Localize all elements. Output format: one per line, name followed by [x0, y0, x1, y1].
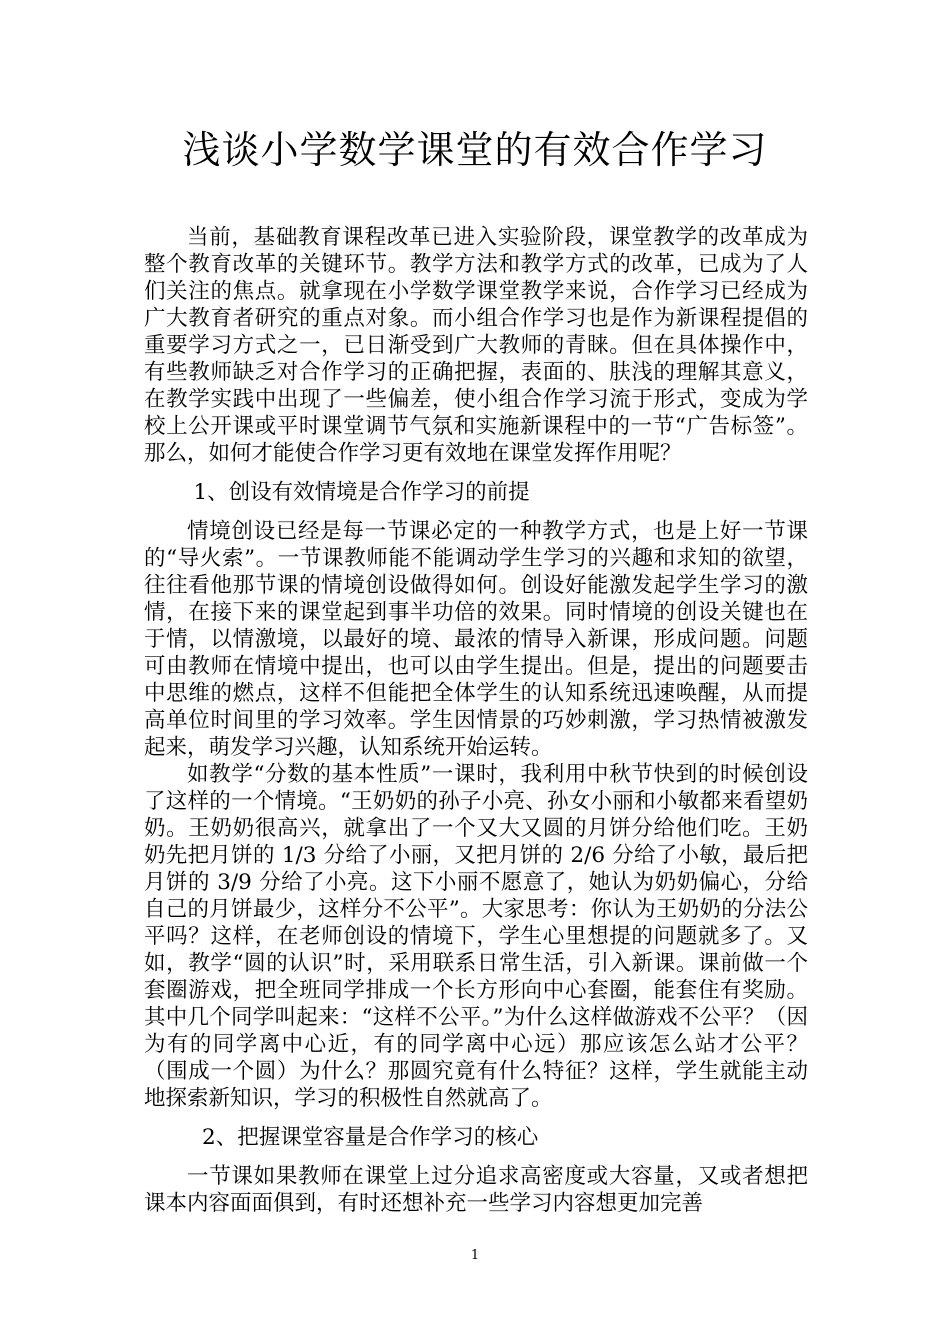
- section-2-heading: 2、把握课堂容量是合作学习的核心: [202, 1125, 539, 1150]
- section-1-heading: 1、创设有效情境是合作学习的前提: [193, 480, 530, 505]
- page-number: 1: [470, 1248, 480, 1263]
- section-2-paragraph-1: 一节课如果教师在课堂上过分追求高密度或大容量，又或者想把课本内容面面俱到，有时还想补充一些学习内容想更加完善: [144, 1164, 808, 1216]
- document-body: [144, 224, 808, 1217]
- section-1-paragraph-2: 如教学“分数的基本性质”一课时，我利用中秋节快到的时候创设了这样的一个情境。“王奶奶的孙子小亮、孙女小丽和小敏都来看望奶奶。王奶奶很高兴，就拿出了一个又大又圆的月饼分给他们吃。王奶奶先把月饼的 1/3 分给了小丽，又把月饼的 2/6 分给了小敏，最后把月饼的 3/9 分给了小亮。这下小丽不愿意了，她认为奶奶偏心，分给自己的月饼最少，这样分不公平”。大家思考：你认为王奶奶的分法公平吗？这样，在老师创设的情境下，学生心里想提的问题就多了。又如，教学“圆的认识”时，采用联系日常生活，引入新课。课前做一个套圈游戏，把全班同学排成一个长方形向中心套圈，能套住有奖励。其中几个同学叫起来：“这样不公平。”为什么这样做游戏不公平？（因为有的同学离中心近，有的同学离中心远）那应该怎么站才公平？（围成一个圆）为什么？那圆究竟有什么特征？这样，学生就能主动地探索新知识，学习的积极性自然就高了。: [144, 762, 808, 1111]
- document-title: 浅谈小学数学课堂的有效合作学习: [182, 128, 768, 172]
- intro-paragraph: 当前，基础教育课程改革已进入实验阶段，课堂教学的改革成为整个教育改革的关键环节。教学方法和教学方式的改革，已成为了人们关注的焦点。就拿现在小学数学课堂教学来说，合作学习已经成为广大教育者研究的重点对象。而小组合作学习也是作为新课程提倡的重要学习方式之一，已日渐受到广大教师的青睐。但在具体操作中，有些教师缺乏对合作学习的正确把握，表面的、肤浅的理解其意义，在教学实践中出现了一些偏差，使小组合作学习流于形式，变成为学校上公开课或平时课堂调节气氛和实施新课程中的一节“广告标签”。那么，如何才能使合作学习更有效地在课堂发挥作用呢？: [144, 225, 808, 466]
- section-1-paragraph-1: 情境创设已经是每一节课必定的一种教学方式，也是上好一节课的“导火索”。一节课教师能不能调动学生学习的兴趣和求知的欲望，往往看他那节课的情境创设做得如何。创设好能激发起学生学习的激情，在接下来的课堂起到事半功倍的效果。同时情境的创设关键也在于情，以情激境，以最好的境、最浓的情导入新课，形成问题。问题可由教师在情境中提出，也可以由学生提出。但是，提出的问题要击中思维的燃点，这样不但能把全体学生的认知系统迅速唤醒，从而提高单位时间里的学习效率。学生因情景的巧妙刺激，学习热情被激发起来，萌发学习兴趣，认知系统开始运转。: [144, 519, 808, 760]
